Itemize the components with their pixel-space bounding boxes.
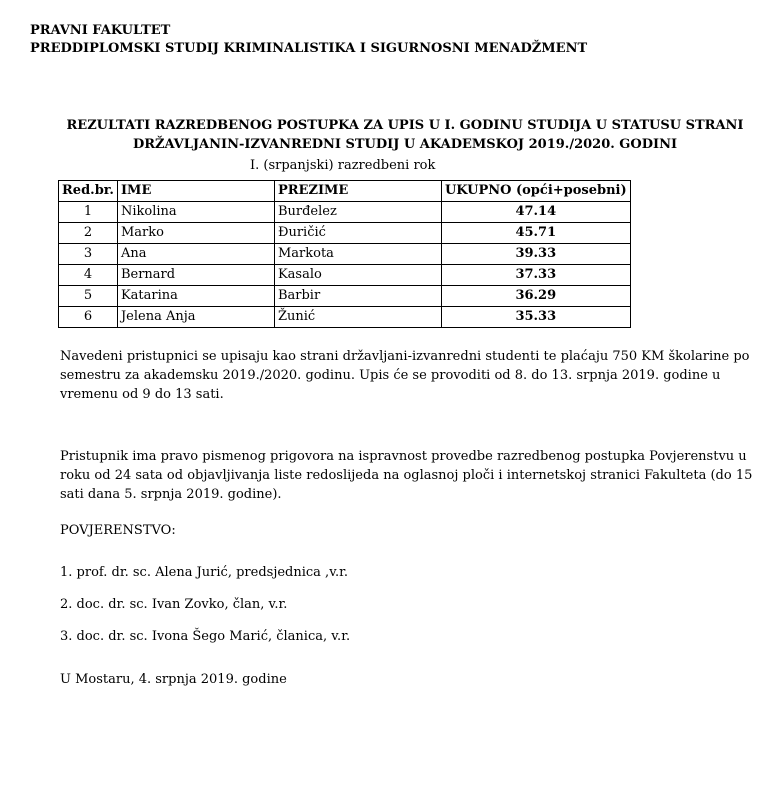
table-row — [59, 286, 631, 307]
cell-total: 39.33 — [441, 244, 630, 265]
cell-rank: 3 — [59, 244, 118, 265]
column-header-last-name: PREZIME — [274, 181, 441, 202]
cell-last-name: Žunić — [274, 307, 441, 328]
committee-member: 3. doc. dr. sc. Ivona Šego Marić, članica, v.r. — [60, 629, 351, 644]
table-row — [59, 265, 631, 286]
cell-first-name: Nikolina — [117, 202, 274, 223]
cell-total: 47.14 — [441, 202, 630, 223]
column-header-total: UKUPNO (opći+posebni) — [441, 181, 630, 202]
cell-rank: 1 — [59, 202, 118, 223]
cell-last-name: Markota — [274, 244, 441, 265]
faculty-name: PRAVNI FAKULTET — [30, 23, 171, 38]
results-table — [58, 180, 631, 328]
cell-rank: 2 — [59, 223, 118, 244]
cell-last-name: Burđelez — [274, 202, 441, 223]
cell-last-name: Barbir — [274, 286, 441, 307]
enrollment-info-paragraph: Navedeni pristupnici se upisaju kao strani državljani-izvanredni studenti te plaćaju 750 KM školarine po semestru za akademsku 2019./2020. godinu. Upis će se provoditi od 8. do 13. srpnja 2019. godine u vremenu od 9 do 13 sati. — [60, 349, 750, 402]
appeal-info-paragraph: Pristupnik ima pravo pismenog prigovora na ispravnost provedbe razredbenog postupka Povjerenstvu u roku od 24 sata od objavljivanja liste redoslijeda na oglasnoj ploči i internetskoj stranici Fakulteta (do 15 sati dana 5. srpnja 2019. godine). — [60, 449, 753, 502]
column-header-first-name: IME — [117, 181, 274, 202]
table-row — [59, 202, 631, 223]
table-header-row — [59, 181, 631, 202]
document-title-line-1: REZULTATI RAZREDBENOG POSTUPKA ZA UPIS U I. GODINU STUDIJA U STATUSU STRANI — [66, 118, 744, 133]
faculty-header — [30, 22, 587, 58]
committee-member: 2. doc. dr. sc. Ivan Zovko, član, v.r. — [60, 597, 288, 612]
exam-term: I. (srpanjski) razredbeni rok — [250, 158, 436, 173]
column-header-rank: Red.br. — [59, 181, 118, 202]
cell-total: 36.29 — [441, 286, 630, 307]
table-row — [59, 244, 631, 265]
table-row — [59, 223, 631, 244]
document-title-line-2: DRŽAVLJANIN-IZVANREDNI STUDIJ U AKADEMSKOJ 2019./2020. GODINI — [132, 137, 678, 152]
study-program-name: PREDDIPLOMSKI STUDIJ KRIMINALISTIKA I SIGURNOSNI MENADŽMENT — [30, 41, 588, 56]
cell-total: 45.71 — [441, 223, 630, 244]
table-row — [59, 307, 631, 328]
cell-first-name: Bernard — [117, 265, 274, 286]
cell-total: 37.33 — [441, 265, 630, 286]
place-and-date: U Mostaru, 4. srpnja 2019. godine — [60, 672, 287, 687]
cell-last-name: Kasalo — [274, 265, 441, 286]
cell-rank: 4 — [59, 265, 118, 286]
committee-member: 1. prof. dr. sc. Alena Jurić, predsjednica ,v.r. — [60, 565, 349, 580]
cell-last-name: Đuričić — [274, 223, 441, 244]
committee-heading: POVJERENSTVO: — [60, 523, 176, 538]
cell-first-name: Katarina — [117, 286, 274, 307]
document-title — [60, 116, 750, 154]
cell-first-name: Marko — [117, 223, 274, 244]
cell-first-name: Ana — [117, 244, 274, 265]
cell-first-name: Jelena Anja — [117, 307, 274, 328]
cell-rank: 6 — [59, 307, 118, 328]
cell-total: 35.33 — [441, 307, 630, 328]
cell-rank: 5 — [59, 286, 118, 307]
